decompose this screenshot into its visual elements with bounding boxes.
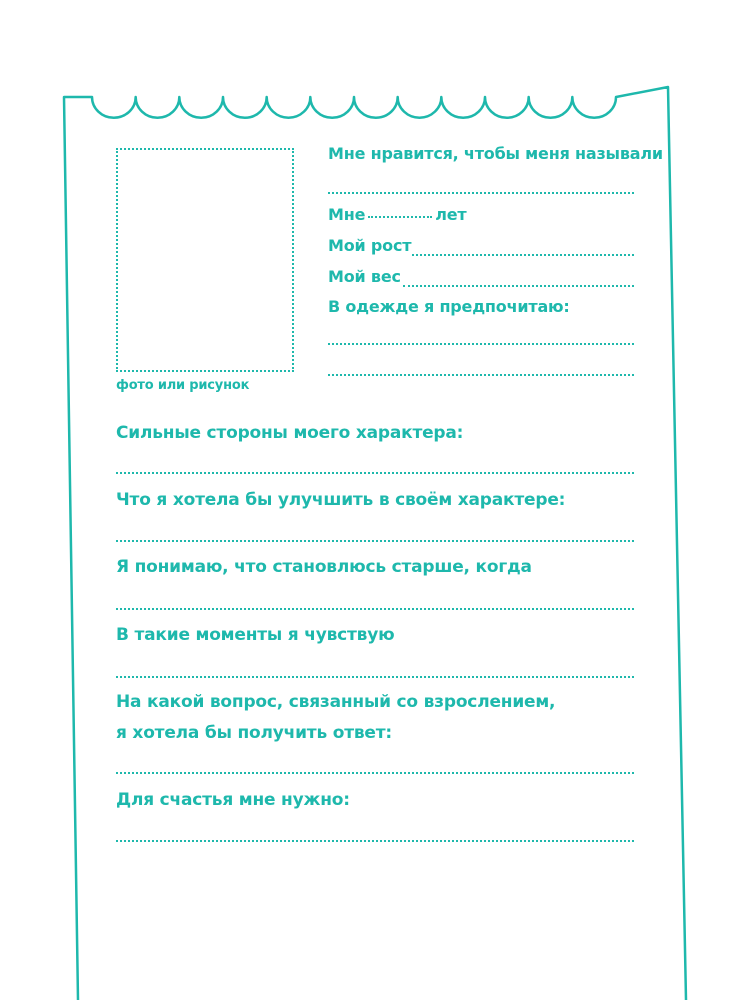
height-line[interactable] [412,254,634,256]
age-suffix: лет [435,205,467,224]
question-improve: Что я хотела бы улучшить в своём характере: [116,490,566,510]
clothing-label: В одежде я предпочитаю: [328,297,570,316]
photo-placeholder-box[interactable] [116,148,294,372]
age-line[interactable] [368,216,432,218]
age-prefix: Мне [328,205,366,224]
height-label: Мой рост [328,236,412,255]
clothing-line-2[interactable] [328,374,634,376]
question-growing-older: Я понимаю, что становлюсь старше, когда [116,557,532,577]
question-strengths: Сильные стороны моего характера: [116,423,464,443]
answer-line-growing-older[interactable] [116,608,634,610]
nickname-label: Мне нравится, чтобы меня называли [328,144,663,163]
answer-line-improve[interactable] [116,540,634,542]
question-growing-up-line-1: На какой вопрос, связанный со взрослением, [116,692,556,712]
answer-line-feelings[interactable] [116,676,634,678]
question-happiness: Для счастья мне нужно: [116,790,350,810]
clothing-line-1[interactable] [328,343,634,345]
weight-line[interactable] [403,285,634,287]
answer-line-strengths[interactable] [116,472,634,474]
answer-line-happiness[interactable] [116,840,634,842]
age-row [328,205,466,224]
question-growing-up-line-2: я хотела бы получить ответ: [116,723,392,743]
answer-line-growing-up[interactable] [116,772,634,774]
nickname-line[interactable] [328,192,634,194]
weight-label: Мой вес [328,267,401,286]
photo-caption: фото или рисунок [116,378,250,393]
question-feelings: В такие моменты я чувствую [116,625,395,645]
